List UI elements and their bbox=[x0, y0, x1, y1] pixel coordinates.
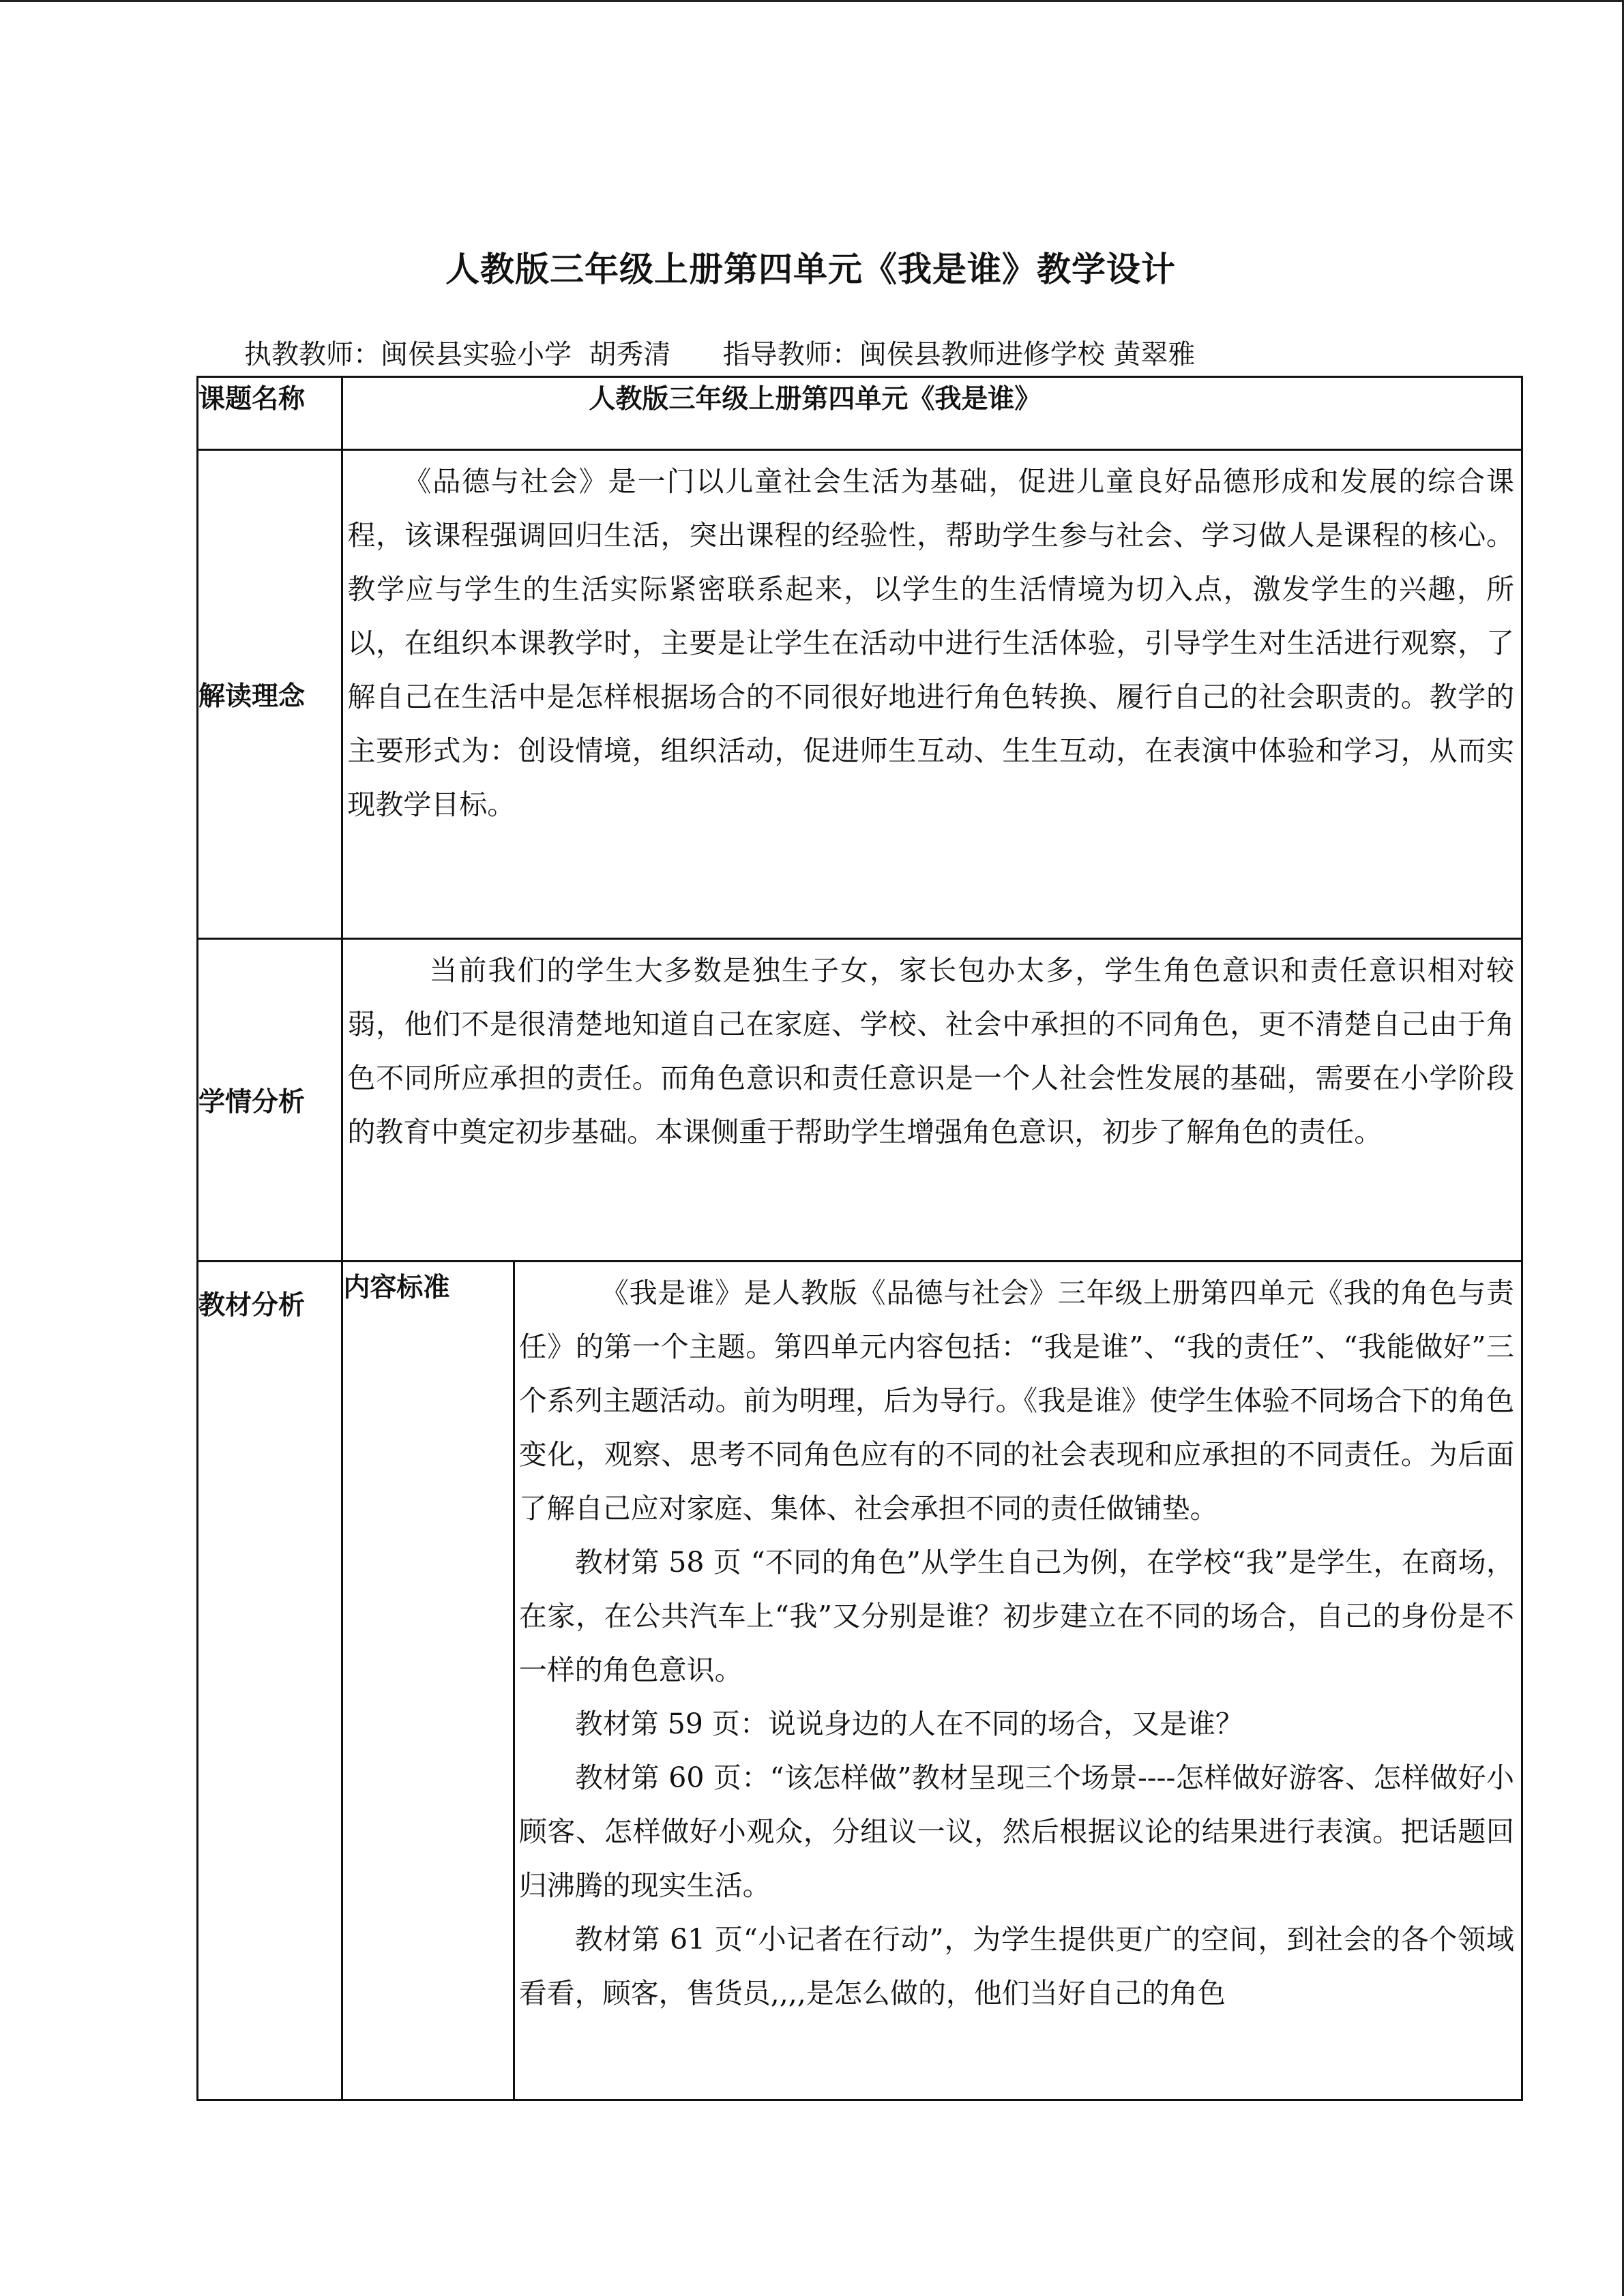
course-name-row bbox=[198, 377, 1522, 450]
learner-cell bbox=[342, 939, 1522, 1262]
concept-row bbox=[198, 450, 1522, 939]
material-row bbox=[198, 1262, 1522, 2100]
learner-label: 学情分析 bbox=[198, 939, 342, 1262]
material-text-cell bbox=[514, 1262, 1522, 2100]
material-label-cell bbox=[198, 1262, 342, 2100]
concept-text-block bbox=[343, 451, 1521, 832]
course-name-label: 课题名称 bbox=[198, 377, 342, 450]
page-top-edge bbox=[0, 0, 1624, 2]
content-standard-label: 内容标准 bbox=[343, 1272, 450, 1303]
document-title bbox=[0, 242, 1624, 291]
material-paragraph-2: 教材第 58 页 “不同的角色”从学生自己为例，在学校“我”是学生，在商场，在家，在公共汽车上“我”又分别是谁？初步建立在不同的场合，自己的身份是不一样的角色意识。 bbox=[518, 1546, 1514, 1686]
content-standard-cell bbox=[342, 1262, 514, 2100]
course-name-cell bbox=[342, 377, 1522, 450]
material-paragraph-4: 教材第 60 页：“该怎样做”教材呈现三个场景----怎样做好游客、怎样做好小顾客、怎样做好小观众，分组议一议，然后根据议论的结果进行表演。把话题回归沸腾的现实生活。 bbox=[518, 1761, 1514, 1902]
learner-text: 当前我们的学生大多数是独生子女，家长包办太多，学生角色意识和责任意识相对较弱，他们不是很清楚地知道自己在家庭、学校、社会中承担的不同角色，更不清楚自己由于角色不同所应承担的责任。而角色意识和责任意识是一个人社会性发展的基础，需要在小学阶段的教育中奠定初步基础。本课侧重于帮助学生增强角色意识，初步了解角色的责任。 bbox=[347, 954, 1514, 1148]
lesson-design-table bbox=[196, 376, 1523, 2101]
material-paragraph-1: 《我是谁》是人教版《品德与社会》三年级上册第四单元《我的角色与责任》的第一个主题。第四单元内容包括：“我是谁”、“我的责任”、“我能做好”三个系列主题活动。前为明理，后为导行。《我是谁》使学生体验不同场合下的角色变化，观察、思考不同角色应有的不同的社会表现和应承担的不同责任。为后面了解自己应对家庭、集体、社会承担不同的责任做铺垫。 bbox=[518, 1277, 1514, 1525]
learner-row bbox=[198, 939, 1522, 1262]
course-name-value: 人教版三年级上册第四单元《我是谁》 bbox=[589, 384, 1042, 415]
learner-text-block bbox=[343, 940, 1521, 1159]
material-paragraph-3: 教材第 59 页：说说身边的人在不同的场合，又是谁？ bbox=[574, 1708, 1243, 1740]
document-title-text: 人教版三年级上册第四单元《我是谁》教学设计 bbox=[445, 250, 1176, 289]
concept-label: 解读理念 bbox=[198, 450, 342, 939]
material-text-block bbox=[515, 1262, 1521, 2021]
concept-cell bbox=[342, 450, 1522, 939]
concept-text: 《品德与社会》是一门以儿童社会生活为基础，促进儿童良好品德形成和发展的综合课程，该课程强调回归生活，突出课程的经验性，帮助学生参与社会、学习做人是课程的核心。教学应与学生的生活实际紧密联系起来，以学生的生活情境为切入点，激发学生的兴趣，所以，在组织本课教学时，主要是让学生在活动中进行生活体验，引导学生对生活进行观察，了解自己在生活中是怎样根据场合的不同很好地进行角色转换、履行自己的社会职责的。教学的主要形式为：创设情境，组织活动，促进师生互动、生生互动，在表演中体验和学习，从而实现教学目标。 bbox=[347, 465, 1514, 821]
material-paragraph-5: 教材第 61 页“小记者在行动”，为学生提供更广的空间，到社会的各个领域看看，顾客，售货员,,,,是怎么做的，他们当好自己的角色 bbox=[518, 1923, 1514, 2010]
teachers-line: 执教教师：闽侯县实验小学 胡秀清 指导教师：闽侯县教师进修学校 黄翠雅 bbox=[244, 339, 1196, 370]
material-label: 教材分析 bbox=[198, 1290, 306, 1321]
